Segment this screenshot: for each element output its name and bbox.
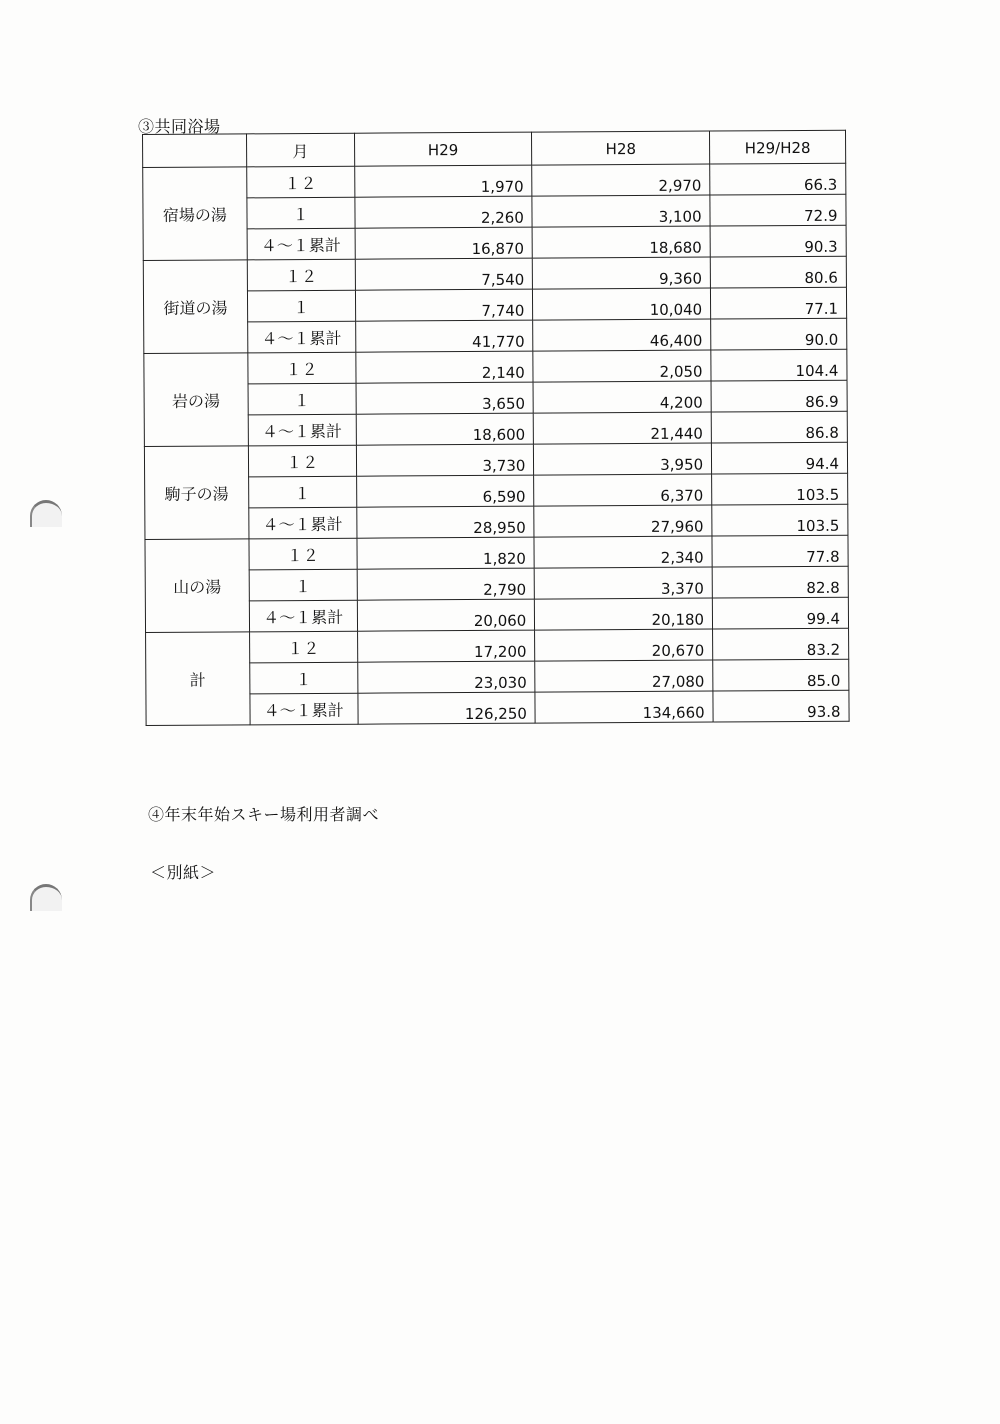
h28-cell: 3,950 (534, 443, 712, 475)
h28-cell: 6,370 (534, 474, 712, 506)
h29-cell: 20,060 (357, 599, 535, 631)
ratio-cell: 85.0 (713, 659, 849, 691)
month-cell: ４～１累計 (250, 693, 358, 725)
table-row (145, 535, 848, 570)
h28-cell: 27,080 (535, 660, 713, 692)
ratio-cell: 94.4 (712, 442, 848, 474)
column-header (143, 134, 247, 168)
h29-cell: 3,650 (356, 382, 534, 414)
h28-cell: 134,660 (535, 691, 713, 723)
h28-cell: 4,200 (533, 381, 711, 413)
h28-cell: 10,040 (533, 288, 711, 320)
table-row (143, 287, 846, 322)
h29-cell: 1,820 (357, 537, 535, 569)
attachment-note: ＜別紙＞ (150, 863, 217, 882)
table-row (144, 411, 847, 446)
h29-cell: 7,740 (355, 289, 533, 321)
month-cell: １ (249, 569, 357, 601)
ratio-cell: 90.0 (711, 318, 847, 350)
month-cell: １２ (248, 352, 356, 384)
facility-name: 駒子の湯 (144, 446, 248, 540)
month-cell: １２ (249, 631, 357, 663)
month-cell: ４～１累計 (247, 321, 355, 353)
h29-cell: 17,200 (357, 630, 535, 662)
month-cell: １ (247, 197, 355, 229)
h28-cell: 9,360 (533, 257, 711, 289)
table-row (146, 659, 849, 694)
ratio-cell: 103.5 (712, 473, 848, 505)
month-cell: １ (247, 290, 355, 322)
ratio-cell: 72.9 (710, 194, 846, 226)
bathhouse-table (142, 130, 850, 726)
month-cell: ４～１累計 (248, 414, 356, 446)
h28-cell: 3,370 (535, 567, 713, 599)
month-cell: １２ (248, 445, 356, 477)
table-row (144, 442, 847, 477)
h29-cell: 16,870 (355, 227, 533, 259)
month-cell: １２ (247, 166, 355, 198)
h28-cell: 20,670 (535, 629, 713, 661)
table-row (143, 163, 846, 198)
table-row (146, 690, 849, 725)
h28-cell: 27,960 (534, 505, 712, 537)
table-row (143, 256, 846, 291)
table-row (143, 225, 846, 260)
ratio-cell: 86.9 (711, 380, 847, 412)
punch-hole (30, 884, 62, 911)
month-cell: ４～１累計 (249, 507, 357, 539)
ratio-cell: 90.3 (710, 225, 846, 257)
table-row (146, 628, 849, 663)
facility-name: 岩の湯 (144, 353, 248, 447)
ratio-cell: 93.8 (713, 690, 849, 722)
table-row (144, 318, 847, 353)
h29-cell: 2,790 (357, 568, 535, 600)
month-cell: １ (248, 476, 356, 508)
section-title: ③共同浴場 (138, 117, 221, 136)
ratio-cell: 104.4 (711, 349, 847, 381)
h28-cell: 2,970 (532, 164, 710, 196)
table-row (143, 194, 846, 229)
h28-cell: 46,400 (533, 319, 711, 351)
table-row (144, 380, 847, 415)
table-row (144, 349, 847, 384)
month-cell: １ (250, 662, 358, 694)
h29-cell: 23,030 (357, 661, 535, 693)
ratio-cell: 80.6 (710, 256, 846, 288)
punch-hole (30, 500, 62, 527)
table-row (145, 473, 848, 508)
facility-name: 計 (146, 632, 250, 726)
h28-cell: 3,100 (532, 195, 710, 227)
table-row (145, 566, 848, 601)
h28-cell: 21,440 (534, 412, 712, 444)
column-header: H29 (354, 132, 532, 166)
ratio-cell: 103.5 (712, 504, 848, 536)
ratio-cell: 77.1 (711, 287, 847, 319)
ratio-cell: 77.8 (712, 535, 848, 567)
column-header: H29/H28 (710, 130, 846, 164)
month-cell: １２ (247, 259, 355, 291)
ratio-cell: 82.8 (712, 566, 848, 598)
facility-name: 宿場の湯 (143, 167, 247, 261)
h29-cell: 18,600 (356, 413, 534, 445)
h28-cell: 2,340 (534, 536, 712, 568)
h29-cell: 41,770 (355, 320, 533, 352)
h29-cell: 3,730 (356, 444, 534, 476)
column-header: 月 (246, 133, 354, 167)
h29-cell: 2,140 (355, 351, 533, 383)
h29-cell: 6,590 (356, 475, 534, 507)
h29-cell: 2,260 (354, 196, 532, 228)
ratio-cell: 86.8 (711, 411, 847, 443)
ratio-cell: 66.3 (710, 163, 846, 195)
section-title: ④年末年始スキー場利用者調べ (148, 805, 380, 824)
table-row (145, 504, 848, 539)
month-cell: １ (248, 383, 356, 415)
month-cell: ４～１累計 (247, 228, 355, 260)
h28-cell: 18,680 (532, 226, 710, 258)
h29-cell: 126,250 (358, 692, 536, 724)
month-cell: ４～１累計 (249, 600, 357, 632)
h28-cell: 20,180 (535, 598, 713, 630)
table-header-row (143, 130, 846, 167)
month-cell: １２ (249, 538, 357, 570)
facility-name: 街道の湯 (143, 260, 247, 354)
h28-cell: 2,050 (533, 350, 711, 382)
h29-cell: 28,950 (356, 506, 534, 538)
ratio-cell: 83.2 (713, 628, 849, 660)
h29-cell: 1,970 (354, 165, 532, 197)
facility-name: 山の湯 (145, 539, 249, 633)
table-row (145, 597, 848, 632)
h29-cell: 7,540 (355, 258, 533, 290)
ratio-cell: 99.4 (712, 597, 848, 629)
column-header: H28 (532, 131, 710, 165)
